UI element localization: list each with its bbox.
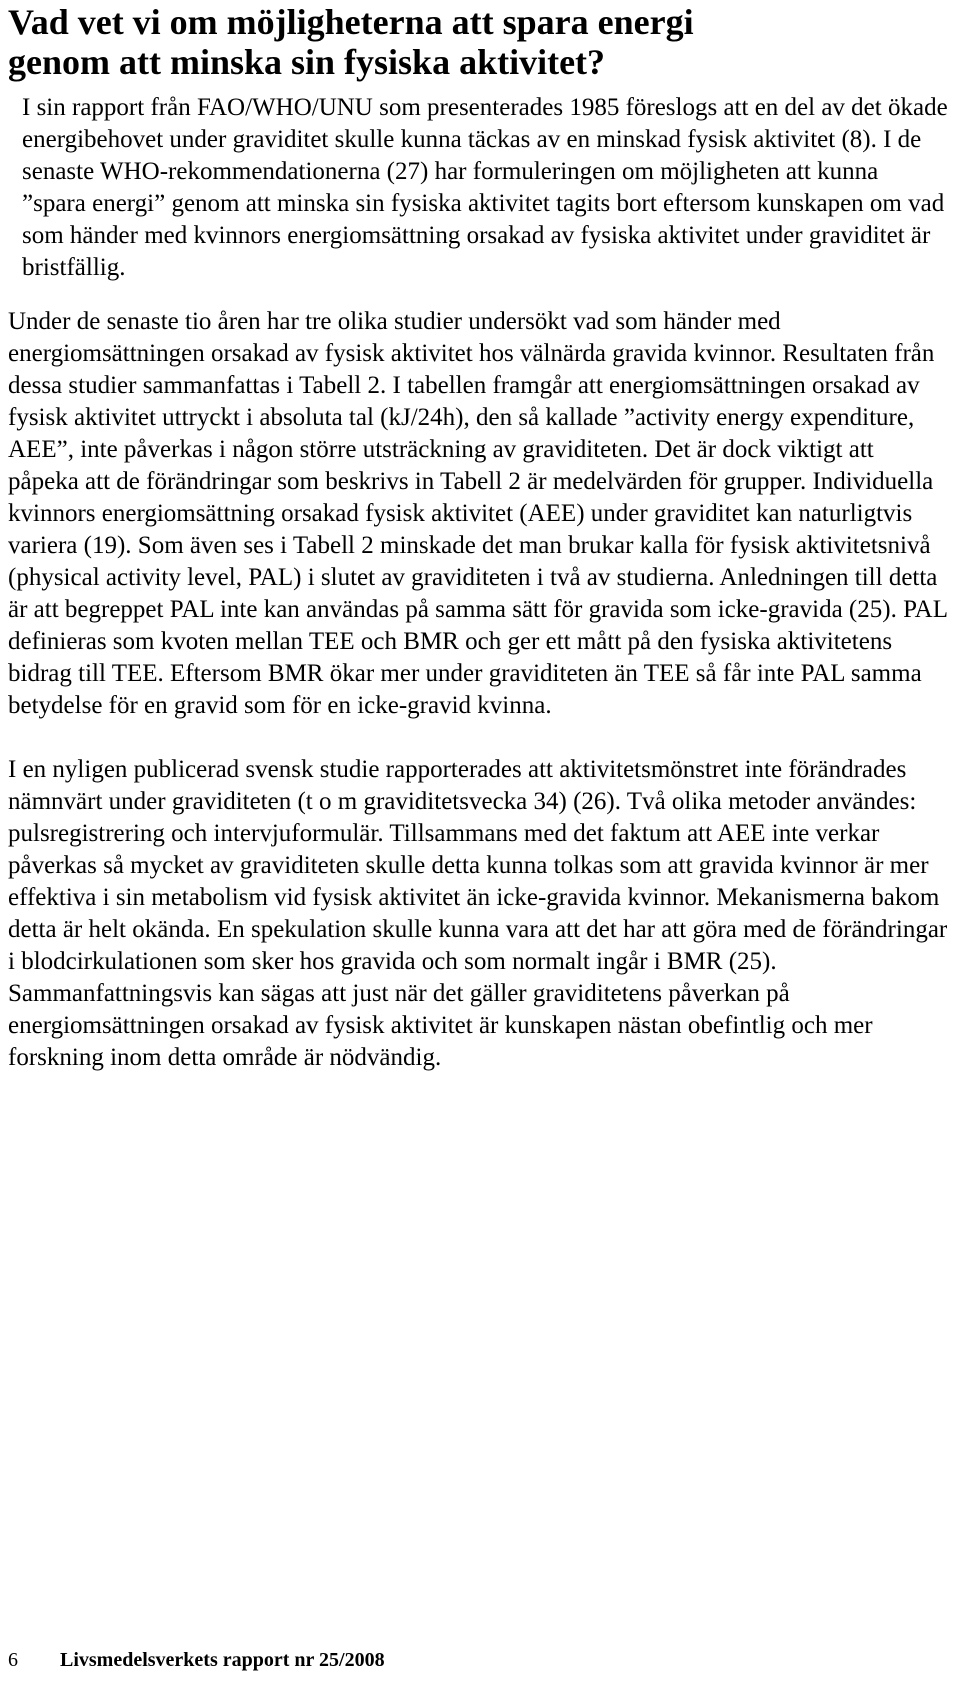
- paragraph-sentence: Två olika metoder användes: pulsregistrering och intervjuformulär.: [8, 788, 917, 847]
- paragraph-studies: [8, 306, 948, 722]
- paragraph-fao-who: [8, 92, 948, 284]
- paragraph-sentence: Mekanismerna bakom detta är helt okända.: [8, 884, 940, 943]
- paragraph-sentence: I de senaste WHO-rekommendationerna (27) har formuleringen om möjligheten att kunna ”spara energi” genom att minska sin fysiska aktivitet tagits bort eftersom kunskapen om vad som händer med kvinnors energiomsättning orsakad av fysiska aktivitet under graviditet är bristfällig.: [22, 126, 945, 281]
- page-footer: [8, 1648, 385, 1672]
- paragraph-sentence: Sammanfattningsvis kan sägas att just när det gäller graviditetens påverkan på energiomsättningen orsakad av fysisk aktivitet är kunskapen nästan obefintlig och mer forskning inom detta område är nödvändig.: [8, 980, 873, 1071]
- document-page: [8, 0, 948, 1074]
- paragraph-sentence: PAL definieras som kvoten mellan TEE och BMR och ger ett mått på den fysiska aktivitetens bidrag till TEE. Eftersom BMR ökar mer under graviditeten än TEE så får inte PAL samma betydelse för en gravid som för en icke-gravid kvinna.: [8, 596, 948, 719]
- paragraph-sentence: Individuella kvinnors energiomsättning orsakad fysisk aktivitet (AEE) under graviditet kan naturligtvis variera (19).: [8, 468, 934, 559]
- paragraph-sentence: Tillsammans med det faktum att AEE inte verkar påverkas så mycket av graviditeten skulle detta kunna tolkas som att gravida kvinnor är mer effektiva i sin metabolism vid fysisk aktivitet än icke-gravida kvinnor.: [8, 820, 929, 911]
- paragraph-sentence: I sin rapport från FAO/WHO/UNU som presenterades 1985 föreslogs att en del av det ökade energibehovet under graviditet skulle kunna täckas av en minskad fysisk aktivitet (8).: [22, 94, 948, 153]
- paragraph-sentence: I tabellen framgår att energiomsättningen orsakad av fysisk aktivitet uttryckt i absoluta tal (kJ/24h), den så kallade ”activity energy expenditure, AEE”, inte påverkas i någon större utsträckning av graviditeten.: [8, 372, 920, 463]
- section-heading: Vad vet vi om möjligheterna att spara energi genom att minska sin fysiska aktivitet?: [8, 2, 694, 82]
- paragraph-sentence: Det är dock viktigt att påpeka att de förändringar som beskrivs in Tabell 2 är medelvärden för grupper.: [8, 436, 874, 495]
- paragraph-sentence: En spekulation skulle kunna vara att det har att göra med de förändringar i blodcirkulationen som sker hos gravida och som normalt ingår i BMR (25).: [8, 916, 948, 975]
- paragraph-sentence: I en nyligen publicerad svensk studie rapporterades att aktivitetsmönstret inte förändrades nämnvärt under graviditeten (t o m graviditetsvecka 34) (26).: [8, 756, 907, 815]
- paragraph-swedish-study: [8, 754, 948, 1074]
- paragraph-sentence: Som även ses i Tabell 2 minskade det man brukar kalla för fysisk aktivitetsnivå (physical activity level, PAL) i slutet av graviditeten i två av studierna.: [8, 532, 931, 591]
- paragraph-sentence: Under de senaste tio åren har tre olika studier undersökt vad som händer med energiomsättningen orsakad av fysisk aktivitet hos välnärda gravida kvinnor. Resultaten från dessa studier sammanfattas i Tabell 2.: [8, 308, 935, 399]
- paragraph-sentence: Anledningen till detta är att begreppet PAL inte kan användas på samma sätt för gravida som icke-gravida (25).: [8, 564, 938, 623]
- page-number: 6: [8, 1649, 18, 1671]
- report-name: Livsmedelsverkets rapport nr 25/2008: [60, 1649, 385, 1671]
